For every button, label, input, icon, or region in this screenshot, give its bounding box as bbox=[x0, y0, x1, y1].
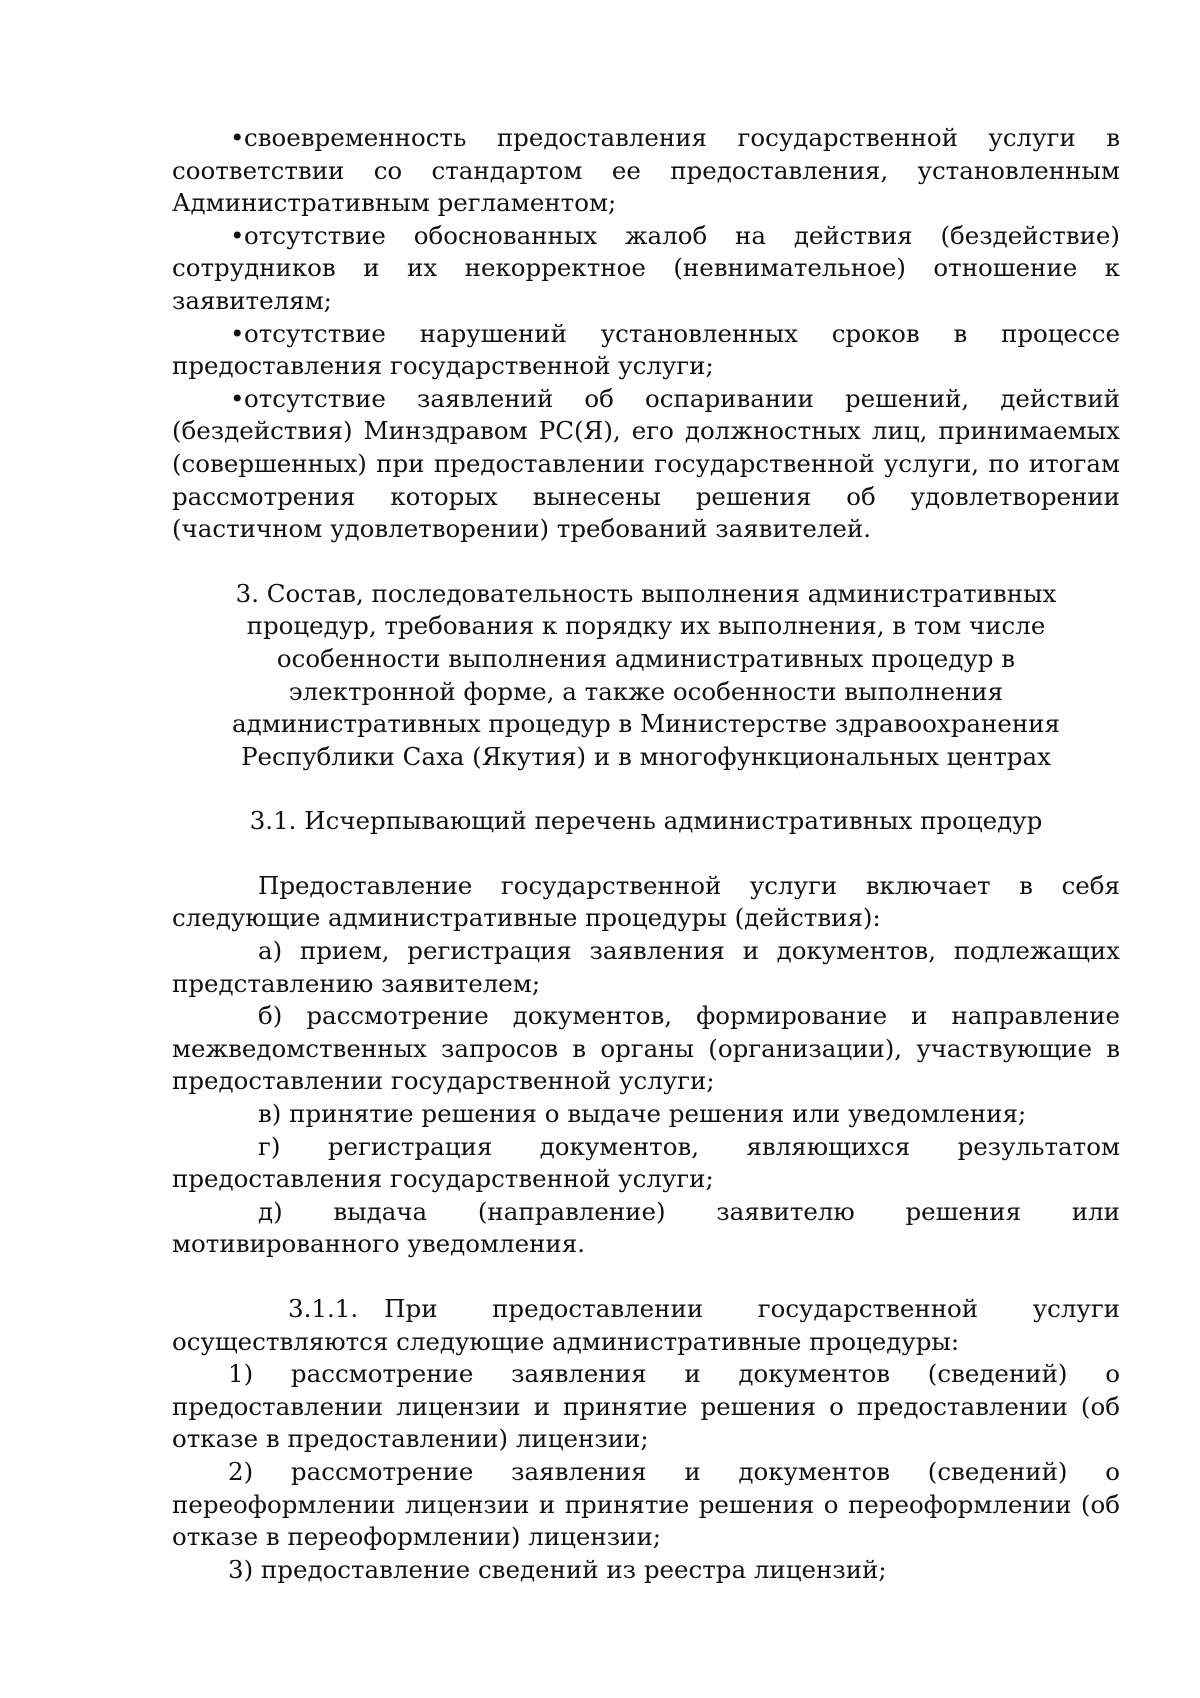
bullet-icon: • bbox=[230, 123, 245, 152]
procedure-item-g: г) регистрация документов, являющихся результатом предоставления государственной услуги; bbox=[172, 1131, 1120, 1194]
clause-item-1: 1) рассмотрение заявления и документов (сведений) о предоставлении лицензии и принятие решения о предоставлении (об отказе в предоставлении) лицензии; bbox=[172, 1359, 1120, 1454]
bullet-icon: • bbox=[230, 318, 245, 348]
section-3-1-intro: Предоставление государственной услуги включает в себя следующие административные процедуры (действия): bbox=[172, 870, 1120, 933]
spacer bbox=[172, 773, 1120, 805]
procedure-item-d: д) выдача (направление) заявителю решения или мотивированного уведомления. bbox=[172, 1196, 1120, 1259]
bullet-text: отсутствие нарушений установленных сроков в процессе предоставления государственной услуги; bbox=[172, 318, 1120, 381]
bullet-text: отсутствие заявлений об оспаривании решений, действий (бездействия) Минздравом РС(Я), его должностных лиц, принимаемых (совершенных) при предоставлении государственной услуги, по итогам рассмотрения которых вынесены решения об удовлетворении (частичном удовлетворении) требований заявителей. bbox=[172, 383, 1120, 544]
bullet-icon: • bbox=[230, 220, 245, 250]
spacer bbox=[172, 546, 1120, 578]
procedure-item-v: в) принятие решения о выдаче решения или уведомления; bbox=[258, 1099, 1027, 1129]
clause-item-3: 3) предоставление сведений из реестра лицензий; bbox=[228, 1554, 887, 1584]
spacer bbox=[172, 1261, 1120, 1293]
clause-item-2: 2) рассмотрение заявления и документов (сведений) о переоформлении лицензии и принятие решения о переоформлении (об отказе в переоформлении) лицензии; bbox=[172, 1456, 1120, 1552]
clause-3-1-1 bbox=[172, 1293, 1120, 1358]
section-3-heading: 3. Состав, последовательность выполнения административных процедур, требования к порядку их выполнения, в том числе особенности выполнения административных процедур в электронной форме, а также особенности выполнения административных процедур в Министерстве здравоохранения Республики Саха (Якутия) и в многофункциональных центрах bbox=[232, 578, 1060, 771]
clause-number: 3.1.1. bbox=[288, 1294, 359, 1323]
bullet-item bbox=[172, 318, 1120, 383]
bullet-icon: • bbox=[230, 383, 245, 413]
spacer bbox=[172, 838, 1120, 870]
bullet-text: отсутствие обоснованных жалоб на действия (бездействие) сотрудников и их некорректное (невнимательное) отношение к заявителям; bbox=[172, 220, 1120, 315]
procedure-item-a: а) прием, регистрация заявления и документов, подлежащих представлению заявителем; bbox=[172, 936, 1120, 998]
document-page bbox=[172, 122, 1120, 1586]
bullet-item bbox=[172, 220, 1120, 318]
bullet-text: своевременность предоставления государственной услуги в соответствии со стандартом ее предоставления, установленным Административным регламентом; bbox=[172, 123, 1120, 218]
procedure-item-b: б) рассмотрение документов, формирование и направление межведомственных запросов в органы (организации), участвующие в предоставлении государственной услуги; bbox=[172, 1001, 1120, 1096]
section-3-1-heading: 3.1. Исчерпывающий перечень административных процедур bbox=[249, 806, 1043, 836]
bullet-item bbox=[172, 122, 1120, 220]
clause-text: При предоставлении государственной услуги осуществляются следующие административные процедуры: bbox=[172, 1294, 1120, 1356]
bullet-item bbox=[172, 383, 1120, 546]
